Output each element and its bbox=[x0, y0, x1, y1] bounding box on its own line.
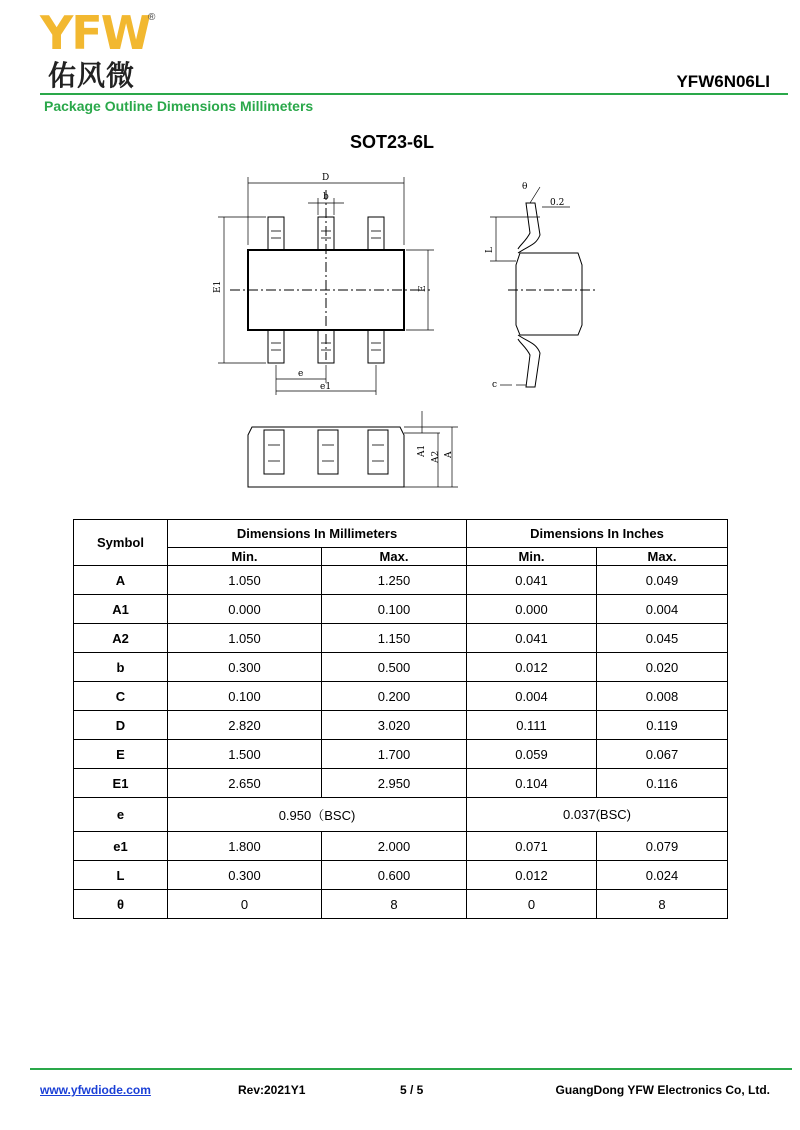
table-row bbox=[74, 832, 728, 861]
mm-min-cell: 0.300 bbox=[168, 653, 322, 682]
symbol-header: Symbol bbox=[74, 520, 168, 566]
mm-max-cell: 2.000 bbox=[322, 832, 467, 861]
in-max-cell: 0.024 bbox=[597, 861, 728, 890]
symbol-cell: A2 bbox=[74, 624, 168, 653]
in-min-cell: 0.041 bbox=[467, 566, 597, 595]
label-E: E bbox=[418, 285, 428, 292]
symbol-cell: E1 bbox=[74, 769, 168, 798]
mm-bsc-cell: 0.950（BSC) bbox=[168, 798, 467, 832]
in-min-cell: 0.012 bbox=[467, 861, 597, 890]
symbol-cell: C bbox=[74, 682, 168, 711]
in-max-cell: 0.067 bbox=[597, 740, 728, 769]
page-number: 5 / 5 bbox=[400, 1083, 424, 1097]
mm-header: Dimensions In Millimeters bbox=[168, 520, 467, 548]
mm-max-cell: 8 bbox=[322, 890, 467, 919]
in-min-cell: 0.004 bbox=[467, 682, 597, 711]
symbol-cell: A bbox=[74, 566, 168, 595]
package-outline-drawing bbox=[200, 165, 620, 505]
side-view-body bbox=[516, 253, 582, 335]
table-row bbox=[74, 890, 728, 919]
mm-min-cell: 2.650 bbox=[168, 769, 322, 798]
front-pin-1 bbox=[264, 430, 284, 474]
front-pin-2 bbox=[318, 430, 338, 474]
logo-text: YFW bbox=[40, 6, 150, 60]
label-gauge: 0.2 bbox=[550, 198, 565, 208]
label-E1: E1 bbox=[213, 280, 223, 293]
in-min-cell: 0.012 bbox=[467, 653, 597, 682]
label-A1: A1 bbox=[417, 444, 427, 457]
mm-max-cell: 0.200 bbox=[322, 682, 467, 711]
symbol-cell: E bbox=[74, 740, 168, 769]
mm-min-cell: 1.050 bbox=[168, 624, 322, 653]
top-pin-1 bbox=[268, 217, 284, 250]
symbol-cell: b bbox=[74, 653, 168, 682]
mm-min-header: Min. bbox=[168, 548, 322, 566]
table-row bbox=[74, 798, 728, 832]
mm-max-cell: 1.250 bbox=[322, 566, 467, 595]
in-max-cell: 0.045 bbox=[597, 624, 728, 653]
symbol-cell: e bbox=[74, 798, 168, 832]
label-e: e bbox=[298, 369, 304, 379]
mm-max-cell: 0.600 bbox=[322, 861, 467, 890]
table-row bbox=[74, 861, 728, 890]
revision-label: Rev:2021Y1 bbox=[238, 1083, 306, 1097]
in-max-header: Max. bbox=[597, 548, 728, 566]
top-pin-3 bbox=[368, 217, 384, 250]
mm-min-cell: 0.100 bbox=[168, 682, 322, 711]
in-max-cell: 0.119 bbox=[597, 711, 728, 740]
in-max-cell: 8 bbox=[597, 890, 728, 919]
label-A2: A2 bbox=[431, 450, 441, 463]
in-min-cell: 0.104 bbox=[467, 769, 597, 798]
label-b: b bbox=[323, 192, 329, 202]
mm-min-cell: 0 bbox=[168, 890, 322, 919]
in-max-cell: 0.079 bbox=[597, 832, 728, 861]
mm-min-cell: 0.300 bbox=[168, 861, 322, 890]
in-max-cell: 0.116 bbox=[597, 769, 728, 798]
in-min-cell: 0.059 bbox=[467, 740, 597, 769]
part-number: YFW6N06LI bbox=[676, 72, 770, 91]
dimensions-table bbox=[73, 519, 728, 919]
table-row bbox=[74, 595, 728, 624]
mm-min-cell: 1.500 bbox=[168, 740, 322, 769]
registered-mark: ® bbox=[148, 12, 156, 23]
footer-divider bbox=[30, 1068, 792, 1070]
side-view-lead-bottom bbox=[518, 335, 540, 387]
in-min-cell: 0.111 bbox=[467, 711, 597, 740]
in-max-cell: 0.049 bbox=[597, 566, 728, 595]
company-name: GuangDong YFW Electronics Co, Ltd. bbox=[555, 1083, 770, 1097]
mm-max-header: Max. bbox=[322, 548, 467, 566]
side-view-lead-top bbox=[518, 203, 540, 253]
table-row bbox=[74, 769, 728, 798]
label-theta: θ bbox=[522, 182, 528, 192]
symbol-cell: e1 bbox=[74, 832, 168, 861]
front-view-body bbox=[248, 427, 404, 487]
symbol-cell: L bbox=[74, 861, 168, 890]
website-link[interactable]: www.yfwdiode.com bbox=[40, 1083, 151, 1097]
mm-max-cell: 0.500 bbox=[322, 653, 467, 682]
table-row bbox=[74, 740, 728, 769]
package-title: SOT23-6L bbox=[350, 132, 435, 152]
table-row bbox=[74, 653, 728, 682]
mm-max-cell: 2.950 bbox=[322, 769, 467, 798]
in-max-cell: 0.020 bbox=[597, 653, 728, 682]
in-min-cell: 0.071 bbox=[467, 832, 597, 861]
bottom-pin-1 bbox=[268, 330, 284, 363]
header-divider bbox=[40, 93, 788, 95]
in-min-cell: 0 bbox=[467, 890, 597, 919]
front-pin-3 bbox=[368, 430, 388, 474]
label-D: D bbox=[322, 173, 330, 183]
page-subtitle: Package Outline Dimensions Millimeters bbox=[44, 98, 314, 114]
label-A: A bbox=[444, 451, 454, 458]
company-logo bbox=[40, 6, 170, 95]
in-min-header: Min. bbox=[467, 548, 597, 566]
table-row bbox=[74, 682, 728, 711]
label-L: L bbox=[485, 247, 495, 253]
in-header: Dimensions In Inches bbox=[467, 520, 728, 548]
mm-min-cell: 2.820 bbox=[168, 711, 322, 740]
symbol-cell: A1 bbox=[74, 595, 168, 624]
symbol-cell: D bbox=[74, 711, 168, 740]
in-bsc-cell: 0.037(BSC) bbox=[467, 798, 728, 832]
table-row bbox=[74, 624, 728, 653]
in-max-cell: 0.004 bbox=[597, 595, 728, 624]
mm-max-cell: 3.020 bbox=[322, 711, 467, 740]
in-min-cell: 0.000 bbox=[467, 595, 597, 624]
in-max-cell: 0.008 bbox=[597, 682, 728, 711]
logo-chinese-name: 佑风微 bbox=[48, 59, 136, 92]
mm-min-cell: 1.050 bbox=[168, 566, 322, 595]
label-e1: e1 bbox=[320, 382, 332, 392]
in-min-cell: 0.041 bbox=[467, 624, 597, 653]
bottom-pin-3 bbox=[368, 330, 384, 363]
table-row bbox=[74, 566, 728, 595]
mm-min-cell: 1.800 bbox=[168, 832, 322, 861]
symbol-cell: θ bbox=[74, 890, 168, 919]
mm-min-cell: 0.000 bbox=[168, 595, 322, 624]
table-row bbox=[74, 711, 728, 740]
label-c: c bbox=[492, 380, 498, 390]
mm-max-cell: 1.700 bbox=[322, 740, 467, 769]
mm-max-cell: 0.100 bbox=[322, 595, 467, 624]
mm-max-cell: 1.150 bbox=[322, 624, 467, 653]
